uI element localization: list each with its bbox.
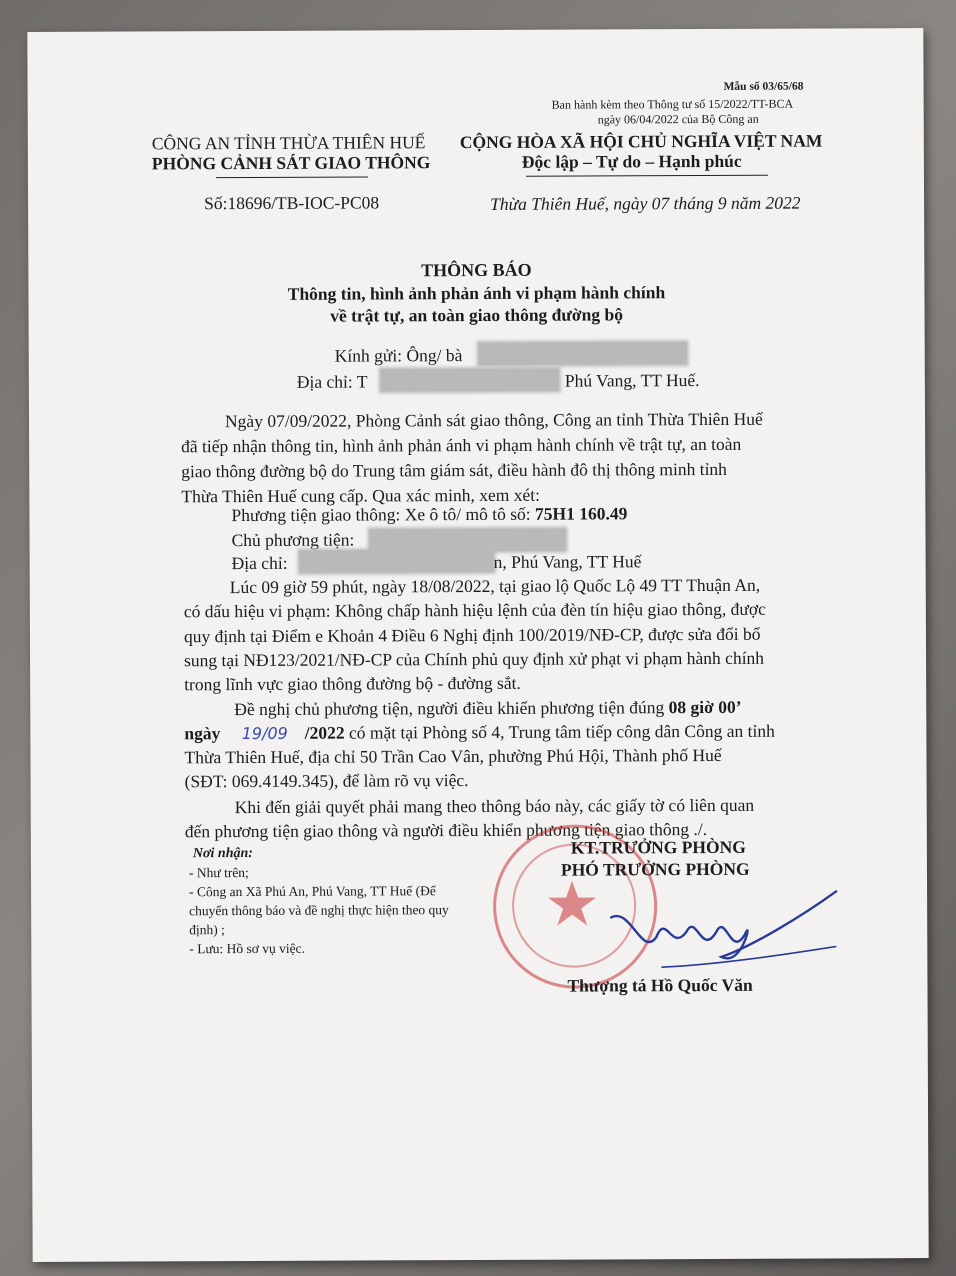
body-line: sung tại NĐ123/2021/NĐ-CP của Chính phủ quy định xử phạt vi phạm hành chính: [184, 647, 765, 671]
signatory-name: Thượng tá Hồ Quốc Văn: [567, 974, 753, 996]
document-page: [27, 28, 928, 1262]
recipient-item: - Công an Xã Phú An, Phú Vang, TT Huế (Để: [189, 883, 436, 900]
recipient-item: chuyển thông báo và đề nghị thực hiện theo quy: [189, 902, 449, 919]
document-subtitle-2: về trật tự, an toàn giao thông đường bộ: [330, 304, 623, 326]
body-line: đã tiếp nhận thông tin, hình ảnh phản ánh vi phạm hành chính về trật tự, an toàn: [181, 433, 742, 457]
body-line: có dấu hiệu vi phạm: Không chấp hành hiệu lệnh của đèn tín hiệu giao thông, được: [183, 598, 766, 622]
body-line: đến phương tiện giao thông và người điều khiển phương tiện giao thông ./.: [184, 819, 708, 842]
license-plate: 75H1 160.49: [534, 503, 628, 524]
place-and-date: Thừa Thiên Huế, ngày 07 tháng 9 năm 2022: [490, 192, 801, 214]
national-motto: Độc lập – Tự do – Hạnh phúc: [521, 150, 742, 172]
handwritten-signature-icon: [601, 876, 841, 977]
body-line: quy định tại Điểm e Khoản 4 Điều 6 Nghị định 100/2019/NĐ-CP, được sửa đổi bổ: [183, 623, 761, 647]
appointment-place: có mặt tại Phòng số 4, Trung tâm tiếp công dân Công an tỉnh: [344, 720, 775, 743]
handwritten-date: 19/09: [241, 723, 288, 744]
agency-parent: CÔNG AN TỈNH THỪA THIÊN HUẾ: [151, 132, 426, 154]
owner-address-redacted: [300, 550, 494, 573]
recipient-address-redacted: [381, 369, 559, 392]
recipient-address-tail: Phú Vang, TT Huế.: [564, 370, 700, 391]
recipient-item: - Như trên;: [188, 865, 249, 881]
recipient-item: - Lưu: Hồ sơ vụ việc.: [189, 940, 306, 957]
body-line: giao thông đường bộ do Trung tâm giám sát, điều hành đô thị thông minh tỉnh: [181, 458, 727, 482]
agency-name: PHÒNG CẢNH SÁT GIAO THÔNG: [151, 152, 431, 174]
document-title: THÔNG BÁO: [421, 259, 532, 281]
owner-name-redacted: [369, 529, 565, 552]
day-label: ngày: [184, 723, 221, 744]
vehicle-label: Phương tiện giao thông: Xe ô tô/ mô tô số:: [231, 503, 536, 526]
owner-label: Chủ phương tiện:: [231, 529, 355, 551]
country-name: CỘNG HÒA XÃ HỘI CHỦ NGHĨA VIỆT NAM: [459, 130, 823, 153]
document-subtitle-1: Thông tin, hình ảnh phản ánh vi phạm hành chính: [287, 282, 666, 304]
appointment-time: 08 giờ 00’: [668, 696, 742, 718]
vehicle-line: [231, 501, 627, 528]
body-line: Thừa Thiên Huế cung cấp. Qua xác minh, xem xét:: [181, 484, 540, 507]
recipient-name-redacted: [479, 342, 687, 365]
body-line: Lúc 09 giờ 59 phút, ngày 18/08/2022, tại giao lộ Quốc Lộ 49 TT Thuận An,: [229, 574, 761, 598]
body-line: Thừa Thiên Huế, địa chỉ 50 Trần Cao Vân, phường Phú Hội, Thành phố Huế: [184, 744, 722, 768]
body-line: Ngày 07/09/2022, Phòng Cảnh sát giao thông, Công an tỉnh Thừa Thiên Huế: [224, 408, 763, 432]
recipient-item: định) ;: [189, 922, 225, 938]
owner-address-tail: n, Phú Vang, TT Huế: [493, 551, 642, 572]
motto-underline: [526, 175, 768, 177]
appointment-year: /2022: [304, 722, 345, 743]
document-number: Số:18696/TB-IOC-PC08: [204, 192, 380, 214]
body-line: Khi đến giải quyết phải mang theo thông báo này, các giấy tờ có liên quan: [234, 794, 755, 818]
form-number: Mẫu số 03/65/68: [723, 80, 804, 93]
recipient-address-label: Địa chỉ: T: [296, 371, 368, 392]
agency-underline: [216, 176, 368, 178]
appointment-text: Đề nghị chủ phương tiện, người điều khiển phương tiện đúng: [234, 697, 669, 720]
owner-address-label: Địa chỉ:: [231, 552, 288, 574]
body-line: (SĐT: 069.4149.345), để làm rõ vụ việc.: [184, 770, 469, 792]
body-line: trong lĩnh vực giao thông đường bộ - đường sắt.: [184, 672, 521, 695]
recipient-label: Kính gửi: Ông/ bà: [334, 345, 463, 366]
recipients-label: Nơi nhận:: [192, 845, 253, 862]
form-issued-line-2: ngày 06/04/2022 của Bộ Công an: [597, 111, 759, 127]
signature-title-1: KT.TRƯỞNG PHÒNG: [570, 836, 746, 858]
signature-title-2: PHÓ TRƯỞNG PHÒNG: [560, 858, 750, 880]
form-issued-line-1: Ban hành kèm theo Thông tư số 15/2022/TT-BCA: [551, 96, 794, 112]
